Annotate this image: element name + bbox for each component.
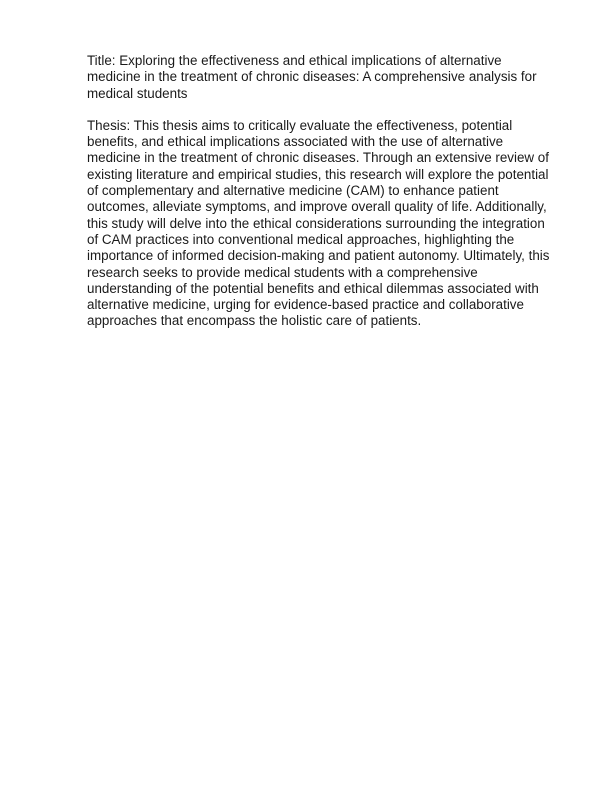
- document-body: [87, 53, 557, 330]
- title-paragraph: Title: Exploring the effectiveness and ethical implications of alternative medicine in the treatment of chronic diseases: A comprehensive analysis for medical students: [87, 53, 537, 101]
- thesis-paragraph: Thesis: This thesis aims to critically evaluate the effectiveness, potential benefits, and ethical implications associated with the use of alternative medicine in the treatment of chronic diseases. Through an extensive review of existing literature and empirical studies, this research will explore the potential of complementary and alternative medicine (CAM) to enhance patient outcomes, alleviate symptoms, and improve overall quality of life. Additionally, this study will delve into the ethical considerations surrounding the integration of CAM practices into conventional medical approaches, highlighting the importance of informed decision-making and patient autonomy. Ultimately, this research seeks to provide medical students with a comprehensive understanding of the potential benefits and ethical dilemmas associated with alternative medicine, urging for evidence-based practice and collaborative approaches that encompass the holistic care of patients.: [87, 117, 550, 329]
